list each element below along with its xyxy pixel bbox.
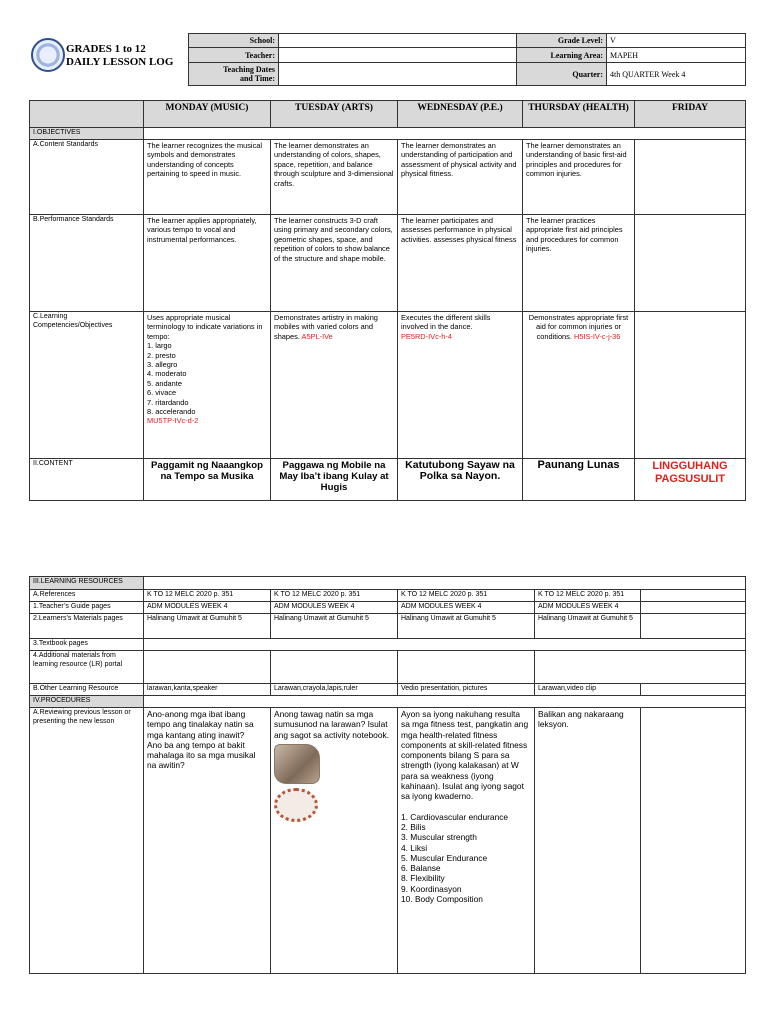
learners-materials-monday: Halinang Umawit at Gumuhit 5 (144, 614, 271, 639)
teachers-guide-wednesday: ADM MODULES WEEK 4 (398, 602, 535, 614)
teachers-guide-friday (641, 602, 746, 614)
content-tuesday: Paggawa ng Mobile na May Iba’t ibang Kulay at Hugis (271, 459, 398, 501)
other-resources-label: B.Other Learning Resource (30, 684, 144, 696)
fitness-component-item: 1. Cardiovascular endurance (401, 811, 509, 822)
grade-level-label: Grade Level: (517, 34, 607, 48)
competencies-label: C.Learning Competencies/Objectives (30, 312, 144, 459)
tempo-term-item: 5. andante (147, 378, 182, 388)
competencies-friday (635, 312, 746, 459)
fitness-component-item: 8. Flexibility (401, 873, 445, 884)
fitness-component-item: 6. Balanse (401, 863, 441, 874)
teachers-guide-tuesday: ADM MODULES WEEK 4 (271, 602, 398, 614)
additional-materials-tuesday (271, 651, 398, 684)
competencies-tuesday (271, 312, 398, 459)
teachers-guide-label: 1.Teacher’s Guide pages (30, 602, 144, 614)
competency-code-wednesday: PE5RD-IVc-h-4 (401, 331, 452, 341)
competencies-thursday (523, 312, 635, 459)
review-lesson-monday: Ano-anong mga ibat ibang tempo ang tinalakay natin sa mga kantang ating inawit? Ano ba ang tempo at bakit mahalaga ito sa mga musikal na awitin? (144, 708, 271, 974)
performance-standards-wednesday: The learner participates and assesses performance in physical activities. assesses physical fitness (398, 215, 523, 312)
fitness-component-item: 5. Muscular Endurance (401, 852, 488, 863)
review-lesson-thursday: Balikan ang nakaraang leksyon. (535, 708, 641, 974)
day-header-monday: MONDAY (MUSIC) (144, 101, 271, 128)
quarter-label: Quarter: (517, 63, 607, 86)
procedures-section-row (144, 696, 746, 708)
fitness-components-list (401, 812, 531, 905)
additional-materials-wednesday (398, 651, 535, 684)
teaching-dates-label-line2: and Time: (239, 74, 275, 83)
day-header-friday: FRIDAY (635, 101, 746, 128)
teacher-label: Teacher: (189, 48, 279, 63)
competency-code-monday: MU5TP-IVc-d-2 (147, 416, 199, 426)
references-tuesday: K TO 12 MELC 2020 p. 351 (271, 590, 398, 602)
content-thursday: Paunang Lunas (523, 459, 635, 501)
review-lesson-label: A.Reviewing previous lesson or presenting the new lesson (30, 708, 144, 974)
references-wednesday: K TO 12 MELC 2020 p. 351 (398, 590, 535, 602)
textbook-pages-row (144, 639, 746, 651)
lesson-log-table-objectives (29, 100, 746, 501)
references-label: A.References (30, 590, 144, 602)
other-resources-friday (641, 684, 746, 696)
deped-seal-logo (31, 38, 65, 72)
content-standards-thursday: The learner demonstrates an understanding of basic first-aid principles and procedures for common injuries. (523, 140, 635, 215)
day-header-wednesday: WEDNESDAY (P.E.) (398, 101, 523, 128)
review-lesson-friday (641, 708, 746, 974)
references-monday: K TO 12 MELC 2020 p. 351 (144, 590, 271, 602)
content-friday: LINGGUHANG PAGSUSULIT (635, 459, 746, 501)
review-lesson-tuesday (271, 708, 398, 974)
tempo-term-item: 4. moderato (147, 369, 187, 379)
other-resources-monday: larawan,kanta,speaker (144, 684, 271, 696)
competencies-wednesday (398, 312, 523, 459)
additional-materials-thursday-friday (535, 651, 746, 684)
performance-standards-friday (635, 215, 746, 312)
tempo-term-item: 6. vivace (147, 388, 177, 398)
objectives-section-label: I.OBJECTIVES (30, 128, 144, 140)
performance-standards-monday: The learner applies appropriately, various tempo to vocal and instrumental performances. (144, 215, 271, 312)
header-info-table (188, 33, 746, 86)
teachers-guide-monday: ADM MODULES WEEK 4 (144, 602, 271, 614)
content-standards-monday: The learner recognizes the musical symbols and demonstrates understanding of concepts pertaining to speed in music. (144, 140, 271, 215)
learners-materials-label: 2.Learners’s Materials pages (30, 614, 144, 639)
content-standards-tuesday: The learner demonstrates an understanding of colors, shapes, space, repetition, and balance through sculpture and 3-dimensional crafts. (271, 140, 398, 215)
corner-cell (30, 101, 144, 128)
fitness-component-item: 9. Koordinasyon (401, 883, 462, 894)
tempo-term-item: 8. accelerando (147, 407, 196, 417)
competencies-monday-intro: Uses appropriate musical terminology to indicate variations in tempo: (147, 313, 263, 341)
tempo-term-item: 3. allegro (147, 360, 178, 370)
tempo-term-item: 2. presto (147, 350, 176, 360)
day-header-thursday: THURSDAY (HEALTH) (523, 101, 635, 128)
learners-materials-wednesday: Halinang Umawit at Gumuhit 5 (398, 614, 535, 639)
additional-materials-label: 4.Additional materials from learning resource (LR) portal (30, 651, 144, 684)
references-friday (641, 590, 746, 602)
tempo-term-item: 7. ritardando (147, 397, 189, 407)
fitness-component-item: 2. Bilis (401, 821, 426, 832)
form-title-line1: GRADES 1 to 12 (66, 43, 146, 55)
competencies-monday (144, 312, 271, 459)
performance-standards-tuesday: The learner constructs 3-D craft using primary and secondary colors, geometric shapes, space, and repetition of colors to show balance of the structure and shape mobile. (271, 215, 398, 312)
teacher-field (279, 48, 517, 63)
competencies-wednesday-text: Executes the different skills involved in the dance. (401, 313, 491, 332)
competencies-thursday-text: Demonstrates appropriate first aid for common injuries or conditions. (528, 313, 629, 341)
tempo-terms-list (147, 341, 267, 416)
other-resources-wednesday: Vedio presentation, pictures (398, 684, 535, 696)
content-monday: Paggamit ng Naaangkop na Tempo sa Musika (144, 459, 271, 501)
teaching-dates-field (279, 63, 517, 86)
day-header-tuesday: TUESDAY (ARTS) (271, 101, 398, 128)
procedures-section-label: IV.PROCEDURES (30, 696, 144, 708)
tempo-term-item: 1. largo (147, 341, 172, 351)
teaching-dates-label (189, 63, 279, 86)
learners-materials-thursday: Halinang Umawit at Gumuhit 5 (535, 614, 641, 639)
additional-materials-monday (144, 651, 271, 684)
lesson-log-table-resources (29, 576, 746, 974)
content-wednesday: Katutubong Sayaw na Polka sa Nayon. (398, 459, 523, 501)
competencies-tuesday-text: Demonstrates artistry in making mobiles with varied colors and shapes. (274, 313, 378, 341)
fitness-component-item: 10. Body Composition (401, 894, 483, 905)
competency-code-thursday: H5IS-IV-c-j-36 (573, 331, 621, 341)
school-field (279, 34, 517, 48)
grade-level-field: V (607, 34, 746, 48)
fitness-component-item: 3. Muscular strength (401, 832, 477, 843)
content-standards-wednesday: The learner demonstrates an understanding of participation and assessment of physical activity and physical fitness. (398, 140, 523, 215)
review-lesson-wednesday (398, 708, 535, 974)
performance-standards-thursday: The learner practices appropriate first aid principles and procedures for common injuries. (523, 215, 635, 312)
learning-resources-section-row (144, 577, 746, 590)
learners-materials-tuesday: Halinang Umawit at Gumuhit 5 (271, 614, 398, 639)
objectives-section-row (144, 128, 746, 140)
review-lesson-wednesday-intro: Ayon sa iyong nakuhang resulta sa mga fitness test, pangkatin ang mga health-related fitness components at skill-related fitness components bilang S para sa strength (iyong kalakasan) at W para sa weakness (iyong kahinaan). Isulat ang iyong sagot sa iyong kwaderno. (401, 709, 529, 802)
learning-resources-section-label: III.LEARNING RESOURCES (30, 577, 144, 590)
teachers-guide-thursday: ADM MODULES WEEK 4 (535, 602, 641, 614)
teaching-dates-label-line1: Teaching Dates (223, 65, 275, 74)
learning-area-field: MAPEH (607, 48, 746, 63)
other-resources-thursday: Larawan,video clip (535, 684, 641, 696)
school-label: School: (189, 34, 279, 48)
references-thursday: K TO 12 MELC 2020 p. 351 (535, 590, 641, 602)
learners-materials-friday (641, 614, 746, 639)
form-title-line2: DAILY LESSON LOG (66, 56, 174, 68)
fitness-component-item: 4. Liksi (401, 842, 428, 853)
competency-code-tuesday: A5PL-IVe (301, 331, 333, 341)
clay-pot-picture (274, 744, 320, 784)
learning-area-label: Learning Area: (517, 48, 607, 63)
content-standards-label: A.Content Standards (30, 140, 144, 215)
quarter-field: 4th QUARTER Week 4 (607, 63, 746, 86)
textbook-pages-label: 3.Textbook pages (30, 639, 144, 651)
review-lesson-tuesday-text: Anong tawag natin sa mga sumusunod na larawan? Isulat ang sagot sa activity notebook. (274, 709, 389, 740)
bead-necklace-picture (274, 788, 318, 822)
other-resources-tuesday: Larawan,crayola,lapis,ruler (271, 684, 398, 696)
content-standards-friday (635, 140, 746, 215)
content-label: II.CONTENT (30, 459, 144, 501)
performance-standards-label: B.Performance Standards (30, 215, 144, 312)
